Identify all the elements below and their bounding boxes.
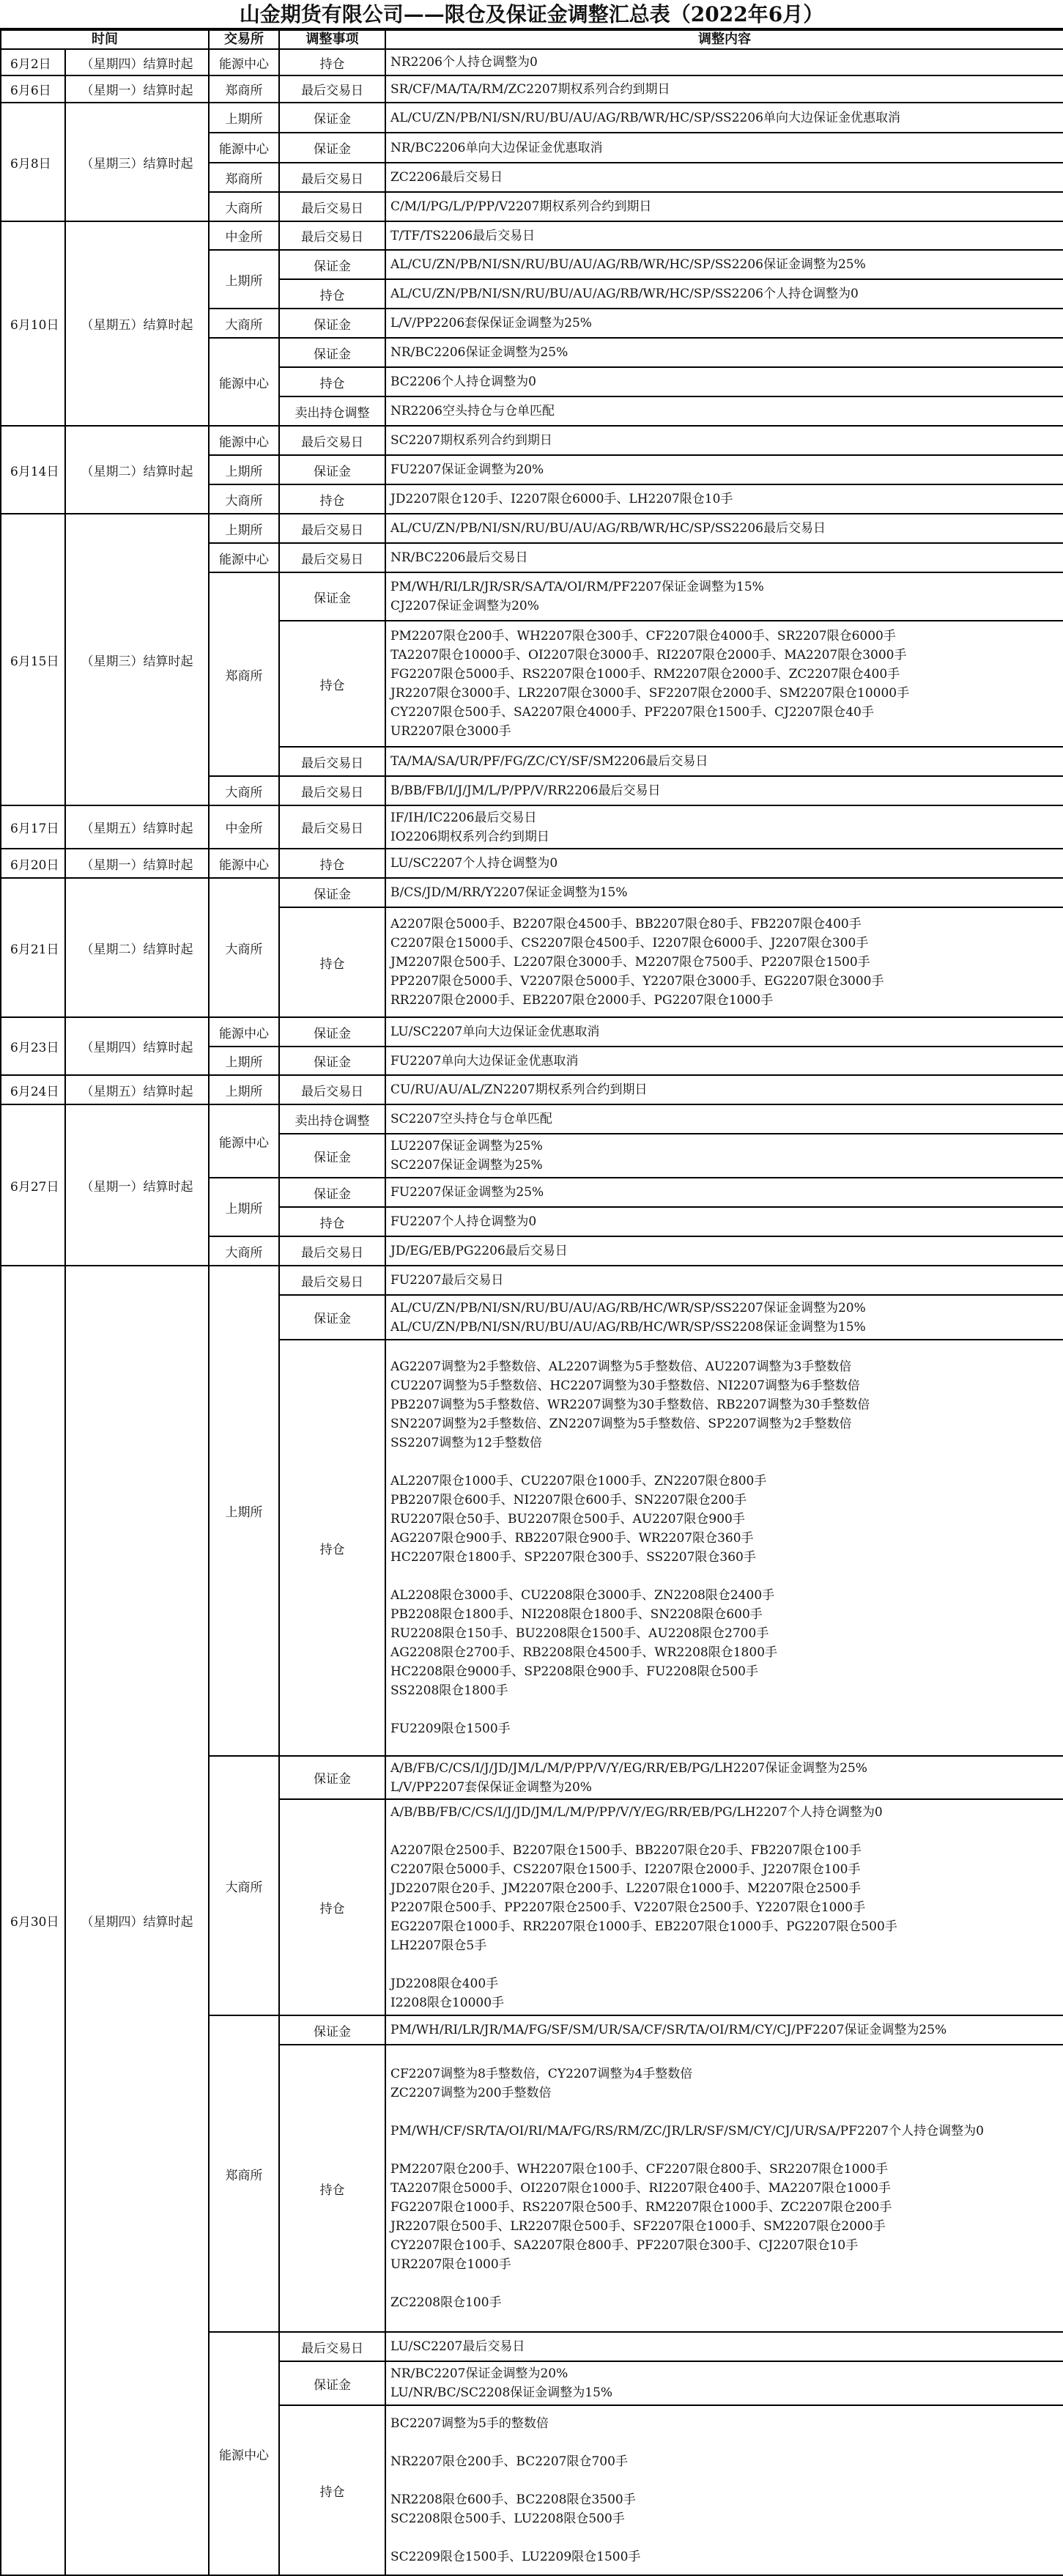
header-content: 调整内容 xyxy=(385,30,1063,49)
item-cell: 保证金 xyxy=(279,1134,385,1178)
weekday-cell: （星期五）结算时起 xyxy=(65,221,209,426)
item-cell: 持仓 xyxy=(279,1799,385,2015)
content-line: B/BB/FB/I/J/JM/L/P/PP/V/RR2206最后交易日 xyxy=(390,783,661,798)
content-line: LH2207限仓5手 xyxy=(390,1938,487,1953)
content-line: JM2207限仓500手、L2207限仓3000手、M2207限仓7500手、P2207限仓1500手 xyxy=(390,955,870,970)
content-line: P2207限仓500手、PP2207限仓2500手、V2207限仓2500手、Y2207限仓1000手 xyxy=(390,1900,866,1915)
content-line: NR/BC2207保证金调整为20% xyxy=(390,2366,568,2381)
content-line: L/V/PP2206套保保证金调整为25% xyxy=(390,316,592,331)
item-cell: 最后交易日 xyxy=(279,747,385,776)
table-row xyxy=(1,49,1063,75)
content-line: HC2208限仓9000手、SP2208限仓900手、FU2208限仓500手 xyxy=(390,1664,758,1679)
exchange-cell: 能源中心 xyxy=(209,849,279,878)
content-line: CU/RU/AU/AL/ZN2207期权系列合约到期日 xyxy=(390,1082,648,1097)
content-cell xyxy=(385,1236,1063,1266)
content-line: AG2208限仓2700手、RB2208限仓4500手、WR2208限仓1800手 xyxy=(390,1645,778,1660)
content-line: FU2207保证金调整为20% xyxy=(390,462,544,477)
content-line: CU2207调整为5手整数倍、HC2207调整为30手整数倍、NI2207调整为6手整数倍 xyxy=(390,1379,860,1393)
item-cell: 持仓 xyxy=(279,849,385,878)
content-cell xyxy=(385,805,1063,849)
content-cell xyxy=(385,1756,1063,1799)
content-cell xyxy=(385,1075,1063,1104)
content-cell xyxy=(385,396,1063,426)
content-line: EG2207限仓1000手、RR2207限仓1000手、EB2207限仓1000手、PG2207限仓500手 xyxy=(390,1919,897,1934)
exchange-cell: 大商所 xyxy=(209,192,279,221)
item-cell: 最后交易日 xyxy=(279,805,385,849)
item-cell: 持仓 xyxy=(279,484,385,514)
content-line xyxy=(390,1453,1059,1472)
content-line: IO2206期权系列合约到期日 xyxy=(390,829,549,844)
content-line: NR2206个人持仓调整为0 xyxy=(390,55,538,70)
exchange-cell: 能源中心 xyxy=(209,1104,279,1178)
date-cell: 6月30日 xyxy=(1,1266,65,2575)
content-line: IF/IH/IC2206最后交易日 xyxy=(390,810,537,825)
content-line: LU/SC2207最后交易日 xyxy=(390,2339,525,2354)
weekday-cell: （星期三）结算时起 xyxy=(65,514,209,805)
content-line: TA2207限仓10000手、OI2207限仓3000手、RI2207限仓2000手、MA2207限仓3000手 xyxy=(390,648,907,663)
item-cell: 保证金 xyxy=(279,133,385,163)
item-cell: 保证金 xyxy=(279,455,385,484)
date-cell: 6月15日 xyxy=(1,514,65,805)
content-line: PM2207限仓200手、WH2207限仓100手、CF2207限仓800手、SR2207限仓1000手 xyxy=(390,2162,889,2177)
content-line: NR2206空头持仓与仓单匹配 xyxy=(390,404,555,418)
header-exchange: 交易所 xyxy=(209,30,279,49)
exchange-cell: 上期所 xyxy=(209,250,279,309)
content-line xyxy=(390,2471,1059,2490)
content-line: C2207限仓15000手、CS2207限仓4500手、I2207限仓6000手、J2207限仓300手 xyxy=(390,936,869,951)
content-cell xyxy=(385,1295,1063,1340)
content-cell xyxy=(385,426,1063,455)
item-cell: 保证金 xyxy=(279,338,385,367)
content-cell xyxy=(385,849,1063,878)
item-cell: 持仓 xyxy=(279,1207,385,1236)
content-line: PM/WH/RI/LR/JR/MA/FG/SF/SM/UR/SA/CF/SR/TA/OI/RM/CY/CJ/PF2207保证金调整为25% xyxy=(390,2023,947,2037)
weekday-cell: （星期五）结算时起 xyxy=(65,1075,209,1104)
item-cell: 保证金 xyxy=(279,250,385,279)
content-line: PM2207限仓200手、WH2207限仓300手、CF2207限仓4000手、SR2207限仓6000手 xyxy=(390,629,896,643)
content-line: C/M/I/PG/L/P/PP/V2207期权系列合约到期日 xyxy=(390,199,652,214)
weekday-cell: （星期三）结算时起 xyxy=(65,103,209,221)
date-cell: 6月17日 xyxy=(1,805,65,849)
date-cell: 6月27日 xyxy=(1,1104,65,1266)
content-line: B/CS/JD/M/RR/Y2207保证金调整为15% xyxy=(390,885,628,900)
content-line xyxy=(390,1567,1059,1586)
content-line: A2207限仓2500手、B2207限仓1500手、BB2207限仓20手、FB2207限仓100手 xyxy=(390,1842,862,1858)
item-cell: 保证金 xyxy=(279,103,385,133)
table-row xyxy=(1,1075,1063,1104)
item-cell: 持仓 xyxy=(279,49,385,75)
item-cell: 持仓 xyxy=(279,1340,385,1756)
content-line xyxy=(390,2274,1059,2293)
content-cell xyxy=(385,133,1063,163)
item-cell: 持仓 xyxy=(279,279,385,309)
content-line: JD2207限仓120手、I2207限仓6000手、LH2207限仓10手 xyxy=(390,492,733,506)
item-cell: 保证金 xyxy=(279,572,385,621)
table-row xyxy=(1,878,1063,907)
content-line: PP2207限仓5000手、V2207限仓5000手、Y2207限仓3000手、EG2207限仓3000手 xyxy=(390,974,884,989)
table-row xyxy=(1,75,1063,103)
content-cell xyxy=(385,455,1063,484)
content-line: CF2207调整为8手整数倍，CY2207调整为4手整数倍 xyxy=(390,2067,693,2081)
content-line: FU2207最后交易日 xyxy=(390,1273,504,1288)
table-row xyxy=(1,805,1063,849)
table-row xyxy=(1,426,1063,455)
content-line: FU2207个人持仓调整为0 xyxy=(390,1214,537,1229)
header-time: 时间 xyxy=(1,30,209,49)
exchange-cell: 中金所 xyxy=(209,221,279,250)
content-cell xyxy=(385,1207,1063,1236)
content-line: SC2207空头持仓与仓单匹配 xyxy=(390,1112,552,1126)
content-cell xyxy=(385,907,1063,1017)
page-title: 山金期货有限公司——限仓及保证金调整汇总表（2022年6月） xyxy=(0,0,1063,29)
item-cell: 持仓 xyxy=(279,367,385,396)
content-line: UR2207限仓1000手 xyxy=(390,2257,511,2272)
content-line: JD/EG/EB/PG2206最后交易日 xyxy=(390,1244,568,1258)
item-cell: 卖出持仓调整 xyxy=(279,1104,385,1134)
content-line: AG2207调整为2手整数倍、AL2207调整为5手整数倍、AU2207调整为3手整数倍 xyxy=(390,1359,852,1374)
content-line: TA2207限仓5000手、OI2207限仓1000手、RI2207限仓400手、MA2207限仓1000手 xyxy=(390,2181,891,2196)
item-cell: 卖出持仓调整 xyxy=(279,396,385,426)
item-cell: 最后交易日 xyxy=(279,75,385,103)
item-cell: 保证金 xyxy=(279,309,385,338)
item-cell: 保证金 xyxy=(279,1756,385,1799)
content-line xyxy=(390,1700,1059,1719)
table-row xyxy=(1,1017,1063,1047)
content-line: JD2208限仓400手 xyxy=(390,1976,499,1991)
exchange-cell: 上期所 xyxy=(209,1266,279,1756)
content-line: AL2208限仓3000手、CU2208限仓3000手、ZN2208限仓2400手 xyxy=(390,1588,775,1603)
item-cell: 最后交易日 xyxy=(279,543,385,572)
content-line: SS2207调整为12手整数倍 xyxy=(390,1436,542,1450)
content-line: PM/WH/CF/SR/TA/OI/RI/MA/FG/RS/RM/ZC/JR/LR/SF/SM/CY/CJ/UR/SA/PF2207个人持仓调整为0 xyxy=(390,2124,984,2138)
content-line: RU2208限仓150手、BU2208限仓1500手、AU2208限仓2700手 xyxy=(390,1626,769,1641)
content-cell xyxy=(385,75,1063,103)
content-line: NR2207限仓200手、BC2207限仓700手 xyxy=(390,2454,628,2469)
content-line: BC2207调整为5手的整数倍 xyxy=(390,2416,549,2431)
header-item: 调整事项 xyxy=(279,30,385,49)
content-line xyxy=(390,2433,1059,2452)
item-cell: 保证金 xyxy=(279,1017,385,1047)
adjustment-table xyxy=(0,29,1063,2576)
exchange-cell: 上期所 xyxy=(209,1047,279,1075)
content-line: ZC2207调整为200手整数倍 xyxy=(390,2086,552,2100)
item-cell: 最后交易日 xyxy=(279,192,385,221)
content-line: HC2207限仓1800手、SP2207限仓300手、SS2207限仓360手 xyxy=(390,1550,756,1565)
weekday-cell: （星期二）结算时起 xyxy=(65,878,209,1017)
content-line: RU2207限仓50手、BU2207限仓500手、AU2207限仓900手 xyxy=(390,1512,745,1527)
content-line: CY2207限仓500手、SA2207限仓4000手、PF2207限仓1500手、CJ2207限仓40手 xyxy=(390,705,874,720)
content-line: NR/BC2206最后交易日 xyxy=(390,550,528,565)
content-line: SN2207调整为2手整数倍、ZN2207调整为5手整数倍、SP2207调整为2手整数倍 xyxy=(390,1417,852,1431)
content-line: AG2207限仓900手、RB2207限仓900手、WR2207限仓360手 xyxy=(390,1531,754,1546)
content-line: SC2207期权系列合约到期日 xyxy=(390,433,552,448)
item-cell: 持仓 xyxy=(279,2405,385,2575)
content-line: AL/CU/ZN/PB/NI/SN/RU/BU/AU/AG/RB/WR/HC/SP/SS2206单向大边保证金优惠取消 xyxy=(390,110,900,125)
date-cell: 6月6日 xyxy=(1,75,65,103)
item-cell: 持仓 xyxy=(279,2045,385,2332)
item-cell: 保证金 xyxy=(279,878,385,907)
item-cell: 最后交易日 xyxy=(279,514,385,543)
weekday-cell: （星期四）结算时起 xyxy=(65,1017,209,1075)
content-line: NR2208限仓600手、BC2208限仓3500手 xyxy=(390,2492,636,2507)
table-row xyxy=(1,1266,1063,1295)
table-row xyxy=(1,103,1063,133)
item-cell: 最后交易日 xyxy=(279,163,385,192)
content-line: A2207限仓5000手、B2207限仓4500手、BB2207限仓80手、FB2207限仓400手 xyxy=(390,917,862,931)
content-line: BC2206个人持仓调整为0 xyxy=(390,374,536,389)
weekday-cell: （星期四）结算时起 xyxy=(65,49,209,75)
item-cell: 最后交易日 xyxy=(279,426,385,455)
exchange-cell: 能源中心 xyxy=(209,49,279,75)
content-line: FG2207限仓1000手、RS2207限仓500手、RM2207限仓1000手、ZC2207限仓200手 xyxy=(390,2200,892,2215)
content-line: LU/NR/BC/SC2208保证金调整为15% xyxy=(390,2385,613,2400)
content-line: L/V/PP2207套保保证金调整为20% xyxy=(390,1779,592,1795)
exchange-cell: 能源中心 xyxy=(209,338,279,426)
header-row xyxy=(1,30,1063,49)
content-line: PB2207调整为5手整数倍、WR2207调整为30手整数倍、RB2207调整为30手整数倍 xyxy=(390,1398,870,1412)
exchange-cell: 上期所 xyxy=(209,455,279,484)
content-line: AL/CU/ZN/PB/NI/SN/RU/BU/AU/AG/RB/WR/HC/SP/SS2206最后交易日 xyxy=(390,521,826,536)
content-line: I2208限仓10000手 xyxy=(390,1995,505,2010)
content-line: SS2208限仓1800手 xyxy=(390,1683,508,1698)
exchange-cell: 郑商所 xyxy=(209,2015,279,2332)
content-cell xyxy=(385,2332,1063,2361)
content-cell xyxy=(385,1104,1063,1134)
content-line: FU2207单向大边保证金优惠取消 xyxy=(390,1053,579,1069)
content-line: LU2207保证金调整为25% xyxy=(390,1139,543,1154)
exchange-cell: 郑商所 xyxy=(209,572,279,776)
content-line: SR/CF/MA/TA/RM/ZC2207期权系列合约到期日 xyxy=(390,81,670,97)
content-cell xyxy=(385,484,1063,514)
content-line: ZC2206最后交易日 xyxy=(390,170,503,185)
content-line: SC2209限仓1500手、LU2209限仓1500手 xyxy=(390,2550,641,2564)
content-cell xyxy=(385,192,1063,221)
content-cell xyxy=(385,221,1063,250)
content-line xyxy=(390,2528,1059,2547)
item-cell: 最后交易日 xyxy=(279,1075,385,1104)
content-line: PB2207限仓600手、NI2207限仓600手、SN2207限仓200手 xyxy=(390,1493,747,1507)
exchange-cell: 能源中心 xyxy=(209,543,279,572)
date-cell: 6月20日 xyxy=(1,849,65,878)
item-cell: 最后交易日 xyxy=(279,1266,385,1295)
content-line: FU2207保证金调整为25% xyxy=(390,1185,544,1200)
content-cell xyxy=(385,49,1063,75)
weekday-cell: （星期五）结算时起 xyxy=(65,805,209,849)
content-cell xyxy=(385,543,1063,572)
exchange-cell: 能源中心 xyxy=(209,426,279,455)
exchange-cell: 大商所 xyxy=(209,776,279,805)
item-cell: 保证金 xyxy=(279,1047,385,1075)
content-cell xyxy=(385,2405,1063,2575)
item-cell: 最后交易日 xyxy=(279,776,385,805)
content-line: NR/BC2206单向大边保证金优惠取消 xyxy=(390,140,603,155)
content-cell xyxy=(385,514,1063,543)
content-cell xyxy=(385,103,1063,133)
date-cell: 6月8日 xyxy=(1,103,65,221)
content-line xyxy=(390,2103,1059,2122)
content-line: JD2207限仓20手、JM2207限仓200手、L2207限仓1000手、M2207限仓2500手 xyxy=(390,1881,862,1896)
weekday-cell: （星期四）结算时起 xyxy=(65,1266,209,2575)
content-cell xyxy=(385,1134,1063,1178)
exchange-cell: 上期所 xyxy=(209,1075,279,1104)
content-line xyxy=(390,1955,1059,1974)
exchange-cell: 能源中心 xyxy=(209,2332,279,2575)
content-cell xyxy=(385,338,1063,367)
content-line: RR2207限仓2000手、EB2207限仓2000手、PG2207限仓1000手 xyxy=(390,993,774,1008)
item-cell: 保证金 xyxy=(279,2361,385,2405)
content-cell xyxy=(385,1047,1063,1075)
exchange-cell: 上期所 xyxy=(209,103,279,133)
content-line xyxy=(390,2141,1059,2160)
exchange-cell: 大商所 xyxy=(209,1236,279,1266)
exchange-cell: 中金所 xyxy=(209,805,279,849)
exchange-cell: 能源中心 xyxy=(209,1017,279,1047)
content-cell xyxy=(385,1017,1063,1047)
exchange-cell: 大商所 xyxy=(209,1756,279,2015)
content-line: AL/CU/ZN/PB/NI/SN/RU/BU/AU/AG/RB/HC/WR/SP/SS2208保证金调整为15% xyxy=(390,1319,866,1335)
exchange-cell: 上期所 xyxy=(209,1178,279,1236)
content-line: JR2207限仓3000手、LR2207限仓3000手、SF2207限仓2000手、SM2207限仓10000手 xyxy=(390,686,910,701)
content-line: LU/SC2207单向大边保证金优惠取消 xyxy=(390,1025,600,1039)
content-cell xyxy=(385,367,1063,396)
exchange-cell: 大商所 xyxy=(209,309,279,338)
content-line: AL/CU/ZN/PB/NI/SN/RU/BU/AU/AG/RB/WR/HC/SP/SS2206个人持仓调整为0 xyxy=(390,287,859,301)
content-line xyxy=(390,1822,1059,1841)
date-cell: 6月24日 xyxy=(1,1075,65,1104)
content-cell xyxy=(385,2361,1063,2405)
content-cell xyxy=(385,776,1063,805)
content-cell xyxy=(385,1340,1063,1756)
content-cell xyxy=(385,309,1063,338)
content-line: T/TF/TS2206最后交易日 xyxy=(390,228,536,243)
content-cell xyxy=(385,1178,1063,1207)
content-cell xyxy=(385,747,1063,776)
weekday-cell: （星期一）结算时起 xyxy=(65,75,209,103)
content-line: SC2208限仓500手、LU2208限仓500手 xyxy=(390,2512,625,2526)
weekday-cell: （星期一）结算时起 xyxy=(65,849,209,878)
content-line: TA/MA/SA/UR/PF/FG/ZC/CY/SF/SM2206最后交易日 xyxy=(390,754,708,769)
content-cell xyxy=(385,1799,1063,2015)
content-line: FG2207限仓5000手、RS2207限仓1000手、RM2207限仓2000手、ZC2207限仓400手 xyxy=(390,667,900,682)
content-cell xyxy=(385,279,1063,309)
content-line: CY2207限仓100手、SA2207限仓800手、PF2207限仓300手、CJ2207限仓10手 xyxy=(390,2238,859,2253)
content-line: ZC2208限仓100手 xyxy=(390,2295,502,2310)
table-row xyxy=(1,849,1063,878)
content-line: JR2207限仓500手、LR2207限仓500手、SF2207限仓1000手、SM2207限仓2000手 xyxy=(390,2219,886,2234)
table-row xyxy=(1,1104,1063,1134)
weekday-cell: （星期一）结算时起 xyxy=(65,1104,209,1266)
content-cell xyxy=(385,2045,1063,2332)
content-cell xyxy=(385,878,1063,907)
content-cell xyxy=(385,1266,1063,1295)
content-line: C2207限仓5000手、CS2207限仓1500手、I2207限仓2000手、J2207限仓100手 xyxy=(390,1861,861,1877)
content-line: A/B/FB/C/CS/I/J/JD/JM/L/M/P/PP/V/Y/EG/RR/EB/PG/LH2207保证金调整为25% xyxy=(390,1760,867,1776)
item-cell: 最后交易日 xyxy=(279,2332,385,2361)
content-line: CJ2207保证金调整为20% xyxy=(390,599,539,613)
content-line: NR/BC2206保证金调整为25% xyxy=(390,345,568,360)
content-line: SC2207保证金调整为25% xyxy=(390,1158,543,1173)
item-cell: 持仓 xyxy=(279,907,385,1017)
content-cell xyxy=(385,572,1063,621)
content-line: PB2208限仓1800手、NI2208限仓1800手、SN2208限仓600手 xyxy=(390,1607,763,1622)
date-cell: 6月2日 xyxy=(1,49,65,75)
exchange-cell: 大商所 xyxy=(209,484,279,514)
item-cell: 保证金 xyxy=(279,1178,385,1207)
content-cell xyxy=(385,163,1063,192)
table-row xyxy=(1,221,1063,250)
date-cell: 6月21日 xyxy=(1,878,65,1017)
item-cell: 保证金 xyxy=(279,1295,385,1340)
exchange-cell: 上期所 xyxy=(209,514,279,543)
content-cell xyxy=(385,2015,1063,2045)
date-cell: 6月23日 xyxy=(1,1017,65,1075)
content-line: FU2209限仓1500手 xyxy=(390,1721,511,1736)
item-cell: 最后交易日 xyxy=(279,221,385,250)
date-cell: 6月10日 xyxy=(1,221,65,426)
content-line: UR2207限仓3000手 xyxy=(390,724,511,739)
table-row xyxy=(1,514,1063,543)
weekday-cell: （星期二）结算时起 xyxy=(65,426,209,514)
content-cell xyxy=(385,250,1063,279)
content-line: PM/WH/RI/LR/JR/SR/SA/TA/OI/RM/PF2207保证金调整为15% xyxy=(390,580,764,594)
item-cell: 保证金 xyxy=(279,2015,385,2045)
item-cell: 最后交易日 xyxy=(279,1236,385,1266)
content-line: A/B/BB/FB/C/CS/I/J/JD/JM/L/M/P/PP/V/Y/EG/RR/EB/PG/LH2207个人持仓调整为0 xyxy=(390,1804,883,1820)
content-line: LU/SC2207个人持仓调整为0 xyxy=(390,856,558,871)
exchange-cell: 能源中心 xyxy=(209,133,279,163)
exchange-cell: 大商所 xyxy=(209,878,279,1017)
item-cell: 持仓 xyxy=(279,621,385,747)
content-line: AL/CU/ZN/PB/NI/SN/RU/BU/AU/AG/RB/WR/HC/SP/SS2206保证金调整为25% xyxy=(390,257,866,272)
date-cell: 6月14日 xyxy=(1,426,65,514)
exchange-cell: 郑商所 xyxy=(209,75,279,103)
exchange-cell: 郑商所 xyxy=(209,163,279,192)
content-line: AL2207限仓1000手、CU2207限仓1000手、ZN2207限仓800手 xyxy=(390,1474,767,1488)
content-line: AL/CU/ZN/PB/NI/SN/RU/BU/AU/AG/RB/HC/WR/SP/SS2207保证金调整为20% xyxy=(390,1300,866,1315)
content-cell xyxy=(385,621,1063,747)
